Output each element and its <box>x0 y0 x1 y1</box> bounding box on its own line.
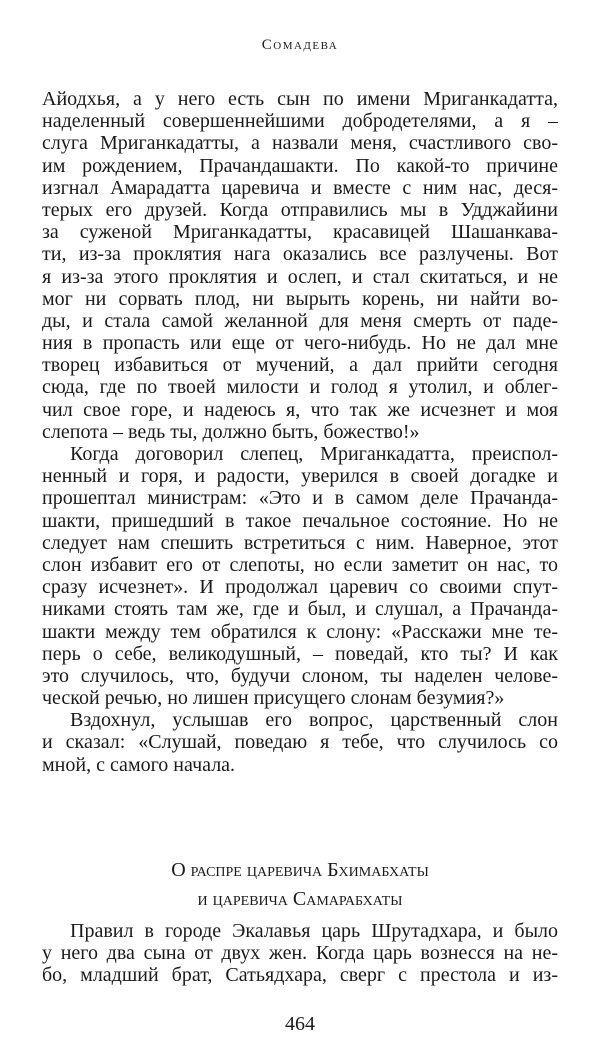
text-line: ти, из-за проклятия нага оказались все разлучены. Вот <box>42 243 558 266</box>
body-text-upper <box>42 88 558 776</box>
text-line: Правил в городе Экалавья царь Шрутадхара, и было <box>70 920 558 942</box>
text-line: слепота – ведь ты, должно быть, божество!» <box>42 420 420 443</box>
text-line: изгнал Амарадатта царевича и вместе с ним нас, деся- <box>42 176 558 199</box>
text-line: слуга Мриганкадатты, а назвали меня, счастливого сво- <box>42 132 558 155</box>
text-line: это случилось, что, будучи слоном, ты наделен челове- <box>42 664 558 687</box>
text-line: никами стоять там же, где и был, и слушал, а Прачанда- <box>42 598 558 621</box>
text-line: следует нам спешить встретиться с ним. Наверное, этот <box>42 531 558 554</box>
body-text-lower <box>42 920 558 987</box>
text-line: шакти, пришедший в такое печальное состояние. Но не <box>42 509 558 532</box>
chapter-heading <box>0 856 600 914</box>
text-line: перь о себе, великодушный, – поведай, кто ты? И как <box>42 642 558 665</box>
text-line: терых его друзей. Когда отправились мы в Удджайини <box>42 198 558 221</box>
text-line: шакти между тем обратился к слону: «Расскажи мне те- <box>42 620 558 643</box>
text-line: сразу исчезнет». И продолжал царевич со своими спут- <box>42 576 558 599</box>
text-line: и сказал: «Слушай, поведаю я тебе, что случилось со <box>42 731 558 754</box>
text-line: наделенный совершеннейшими добродетелями, а я – <box>42 110 558 133</box>
running-head: Сомадева <box>261 37 339 53</box>
text-line: Вздохнул, услышав его вопрос, царственный слон <box>70 709 558 732</box>
text-line: сюда, где по твоей милости и голод я утолил, и облег- <box>42 376 558 399</box>
text-line: мной, с самого начала. <box>42 753 236 776</box>
text-line: мог ни сорвать плод, ни вырыть корень, ни найти во- <box>42 287 558 310</box>
text-line: у него два сына от двух жен. Когда царь вознесся на не- <box>42 942 558 965</box>
text-line: прошептал министрам: «Это и в самом деле Прачанда- <box>42 487 558 510</box>
text-line: за суженой Мриганкадатты, красавицей Шашанкава- <box>42 221 558 244</box>
text-line: Айодхья, а у него есть сын по имени Мриганкадатта, <box>42 88 558 110</box>
text-line: ненный и горя, и радости, уверился в своей догадке и <box>42 465 558 488</box>
text-line: слон избавит его от слепоты, но если заметит он нас, то <box>42 553 558 576</box>
text-line: чил свое горе, и надеюсь я, что так же исчезнет и моя <box>42 398 558 421</box>
page-number: 464 <box>285 1013 315 1035</box>
text-line: я из-за этого проклятия и ослеп, и стал скитаться, и не <box>42 265 558 288</box>
chapter-heading-line-2: и царевича Самарабхаты <box>197 888 403 910</box>
chapter-heading-line-1: О распре царевича Бхимабхаты <box>171 859 429 881</box>
text-line: Когда договорил слепец, Мриганкадатта, преиспол- <box>70 443 558 465</box>
text-line: творец избавиться от мучений, а дал прийти сегодня <box>42 354 558 377</box>
text-line: им рождением, Прачандашакти. По какой-то причине <box>42 154 558 177</box>
text-line: бо, младший брат, Сатьядхара, сверг с престола и из- <box>42 964 558 987</box>
text-line: ческой речью, но лишен присущего слонам безумия?» <box>42 687 505 710</box>
text-line: ды, и стала самой желанной для меня смерть от паде- <box>42 309 558 332</box>
text-line: ния в пропасть или еще от чего-нибудь. Но не дал мне <box>42 332 558 355</box>
